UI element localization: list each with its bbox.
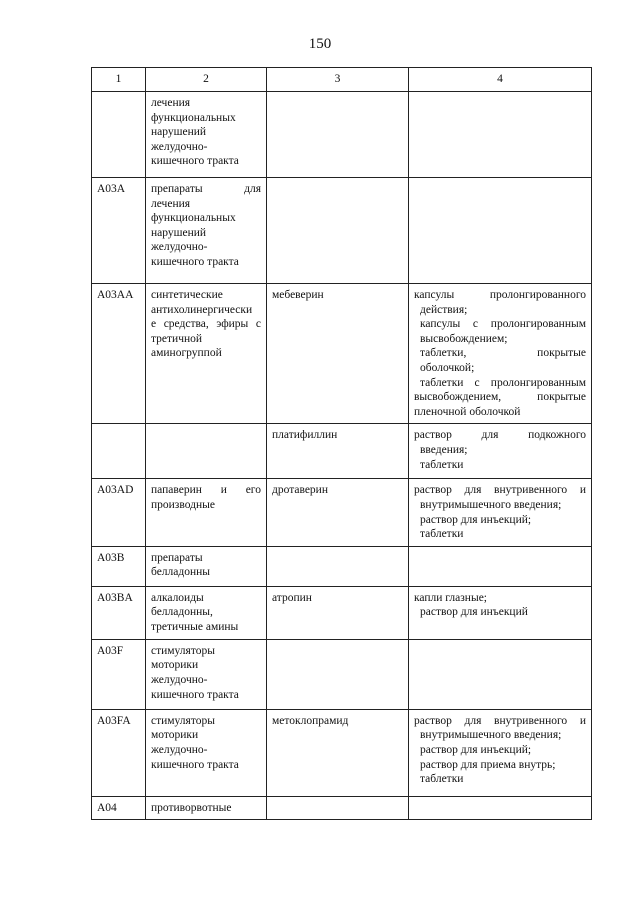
dosage-form-line: капсулы с пролонгированным xyxy=(420,318,586,331)
group-name-line: стимуляторы xyxy=(151,644,215,657)
dosage-form-line: введения; xyxy=(420,443,468,456)
dosage-form-line: раствор для инъекций; xyxy=(420,513,532,526)
group-name-line: белладонны xyxy=(151,566,211,579)
dosage-form-line: внутримышечного введения; xyxy=(420,729,562,742)
group-name-line: кишечного тракта xyxy=(151,155,239,168)
dosage-form-line: раствор для внутривенного и xyxy=(414,484,586,497)
group-name-line: антихолинергически xyxy=(151,303,253,316)
dosage-form-line: раствор для приема внутрь; xyxy=(420,758,556,771)
table-row xyxy=(92,479,592,546)
dosage-form-line: таблетки xyxy=(420,528,464,541)
group-name-line: производные xyxy=(151,498,215,511)
dosage-form-cell xyxy=(409,546,592,586)
group-name-cell xyxy=(146,546,267,586)
atc-code-cell xyxy=(92,424,146,479)
dosage-form-line: действия; xyxy=(420,303,468,316)
group-name-cell xyxy=(146,639,267,709)
dosage-form-line: капли глазные; xyxy=(414,591,487,604)
dosage-form-cell xyxy=(409,424,592,479)
group-name-line: е средства, эфиры с xyxy=(151,318,261,331)
table-row xyxy=(92,92,592,178)
dosage-form-cell xyxy=(409,92,592,178)
group-name-line: третичные амины xyxy=(151,620,239,633)
group-name-line: желудочно- xyxy=(151,673,208,686)
group-name-line: белладонны, xyxy=(151,606,213,619)
dosage-form-line: таблетки с пролонгированным xyxy=(420,376,586,389)
dosage-form-cell xyxy=(409,479,592,546)
group-name-line: папаверин и его xyxy=(151,484,261,497)
group-name-line: нарушений xyxy=(151,126,207,139)
dosage-form-cell xyxy=(409,796,592,820)
group-name-line: функциональных xyxy=(151,212,236,225)
table-row xyxy=(92,546,592,586)
dosage-form-line: оболочкой; xyxy=(420,361,475,374)
dosage-form-line: высвобождением; xyxy=(420,332,508,345)
atc-code-cell: A03F xyxy=(92,639,146,709)
group-name-line: противорвотные xyxy=(151,801,232,814)
group-name-line: аминогруппой xyxy=(151,347,222,360)
group-name-cell xyxy=(146,284,267,424)
dosage-form-cell xyxy=(409,639,592,709)
group-name-line: препараты xyxy=(151,551,203,564)
dosage-form-line: пленочной оболочкой xyxy=(414,405,521,418)
group-name-line: стимуляторы xyxy=(151,714,215,727)
drug-name-cell xyxy=(267,639,409,709)
header-cell: 1 xyxy=(92,68,146,92)
drug-name-cell xyxy=(267,546,409,586)
group-name-cell xyxy=(146,479,267,546)
header-cell: 4 xyxy=(409,68,592,92)
group-name-line: алкалоиды xyxy=(151,591,204,604)
group-name-line: препараты для xyxy=(151,183,261,195)
drug-name-cell xyxy=(267,92,409,178)
group-name-cell xyxy=(146,92,267,178)
group-name-line: желудочно- xyxy=(151,241,208,254)
drug-name-cell xyxy=(267,178,409,284)
dosage-form-cell xyxy=(409,178,592,284)
group-name-line: функциональных xyxy=(151,111,236,124)
drug-name-cell xyxy=(267,796,409,820)
table-row xyxy=(92,284,592,424)
drug-name-cell: мебеверин xyxy=(267,284,409,424)
drug-table xyxy=(91,67,592,820)
dosage-form-line: таблетки xyxy=(420,458,464,471)
atc-code-cell: A03B xyxy=(92,546,146,586)
table-row xyxy=(92,586,592,639)
group-name-line: нарушений xyxy=(151,226,207,239)
group-name-line: кишечного тракта xyxy=(151,255,239,268)
group-name-line: желудочно- xyxy=(151,140,208,153)
atc-code-cell: A04 xyxy=(92,796,146,820)
group-name-line: моторики xyxy=(151,729,199,742)
header-cell: 3 xyxy=(267,68,409,92)
table-header-row xyxy=(92,68,592,92)
table-row xyxy=(92,178,592,284)
dosage-form-cell xyxy=(409,586,592,639)
dosage-form-cell xyxy=(409,284,592,424)
dosage-form-line: раствор для инъекций; xyxy=(420,743,532,756)
drug-name-cell: атропин xyxy=(267,586,409,639)
dosage-form-line: раствор для внутривенного и xyxy=(414,714,586,727)
dosage-form-line: раствор для инъекций xyxy=(420,606,528,619)
group-name-line: кишечного тракта xyxy=(151,688,239,701)
drug-name-cell: платифиллин xyxy=(267,424,409,479)
header-cell: 2 xyxy=(146,68,267,92)
group-name-cell xyxy=(146,709,267,796)
table-row xyxy=(92,796,592,820)
dosage-form-line: раствор для подкожного xyxy=(414,429,586,442)
drug-name-cell: метоклопрамид xyxy=(267,709,409,796)
dosage-form-line: внутримышечного введения; xyxy=(420,498,562,511)
group-name-cell xyxy=(146,586,267,639)
dosage-form-line: высвобождением, покрытые xyxy=(414,391,586,404)
atc-code-cell: A03FA xyxy=(92,709,146,796)
table-row xyxy=(92,639,592,709)
atc-code-cell: A03AA xyxy=(92,284,146,424)
table-row xyxy=(92,709,592,796)
drug-name-cell: дротаверин xyxy=(267,479,409,546)
group-name-line: моторики xyxy=(151,659,199,672)
group-name-line: лечения xyxy=(151,97,191,109)
group-name-line: желудочно- xyxy=(151,743,208,756)
dosage-form-line: таблетки xyxy=(420,773,464,786)
group-name-line: лечения xyxy=(151,197,191,210)
atc-code-cell: A03AD xyxy=(92,479,146,546)
group-name-line: третичной xyxy=(151,332,203,345)
group-name-cell xyxy=(146,424,267,479)
dosage-form-cell xyxy=(409,709,592,796)
group-name-line: синтетические xyxy=(151,289,223,301)
group-name-cell xyxy=(146,178,267,284)
atc-code-cell: A03A xyxy=(92,178,146,284)
atc-code-cell xyxy=(92,92,146,178)
group-name-line: кишечного тракта xyxy=(151,758,239,771)
group-name-cell xyxy=(146,796,267,820)
table-row xyxy=(92,424,592,479)
page-number: 150 xyxy=(308,36,332,52)
dosage-form-line: капсулы пролонгированного xyxy=(414,289,586,301)
atc-code-cell: A03BA xyxy=(92,586,146,639)
dosage-form-line: таблетки, покрытые xyxy=(420,347,586,360)
